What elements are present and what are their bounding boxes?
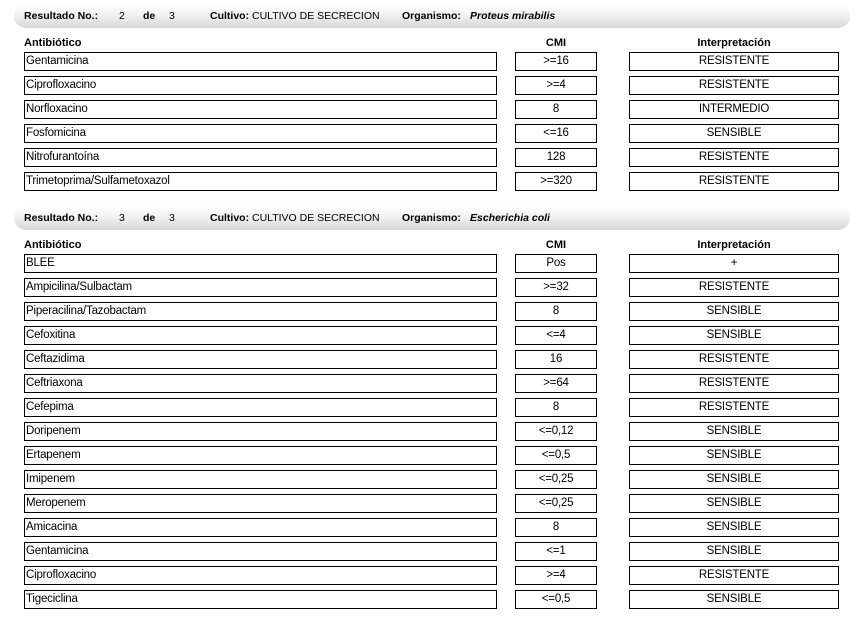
table-row <box>0 542 857 566</box>
cmi-cell: 16 <box>515 350 597 369</box>
antibiotico-cell: Norfloxacino <box>24 100 497 119</box>
interpretacion-cell: RESISTENTE <box>629 374 839 393</box>
antibiotico-header: Antibiótico <box>24 239 82 251</box>
antibiotico-cell: Ceftriaxona <box>24 374 497 393</box>
de-label: de <box>143 10 156 22</box>
cmi-cell: <=4 <box>515 326 597 345</box>
antibiotico-cell: Gentamicina <box>24 542 497 561</box>
interpretacion-header: Interpretación <box>697 239 771 251</box>
result-section-3 <box>0 206 857 614</box>
organismo-label: Organismo: <box>402 10 461 22</box>
results-table <box>0 52 857 196</box>
cmi-cell: 8 <box>515 518 597 537</box>
results-table <box>0 254 857 614</box>
table-row <box>0 302 857 326</box>
cmi-header: CMI <box>545 37 567 49</box>
antibiotico-cell: Ceftazidima <box>24 350 497 369</box>
cmi-cell: >=16 <box>515 52 597 71</box>
interpretacion-cell: SENSIBLE <box>629 326 839 345</box>
antibiotico-cell: Ertapenem <box>24 446 497 465</box>
table-row <box>0 446 857 470</box>
antibiotico-cell: BLEE <box>24 254 497 273</box>
cmi-cell: 8 <box>515 398 597 417</box>
cultivo-value: CULTIVO DE SECRECION <box>252 10 380 22</box>
antibiotico-cell: Tigeciclina <box>24 590 497 609</box>
interpretacion-cell: INTERMEDIO <box>629 100 839 119</box>
interpretacion-cell: SENSIBLE <box>629 124 839 143</box>
interpretacion-cell: RESISTENTE <box>629 148 839 167</box>
interpretacion-cell: SENSIBLE <box>629 518 839 537</box>
antibiotico-cell: Gentamicina <box>24 52 497 71</box>
antibiotico-cell: Meropenem <box>24 494 497 513</box>
table-row <box>0 254 857 278</box>
antibiotico-cell: Imipenem <box>24 470 497 489</box>
interpretacion-cell: RESISTENTE <box>629 76 839 95</box>
cmi-cell: >=4 <box>515 76 597 95</box>
organismo-value: Escherichia coli <box>470 212 550 224</box>
interpretacion-cell: SENSIBLE <box>629 494 839 513</box>
resultado-total: 3 <box>169 212 175 224</box>
interpretacion-cell: SENSIBLE <box>629 542 839 561</box>
table-row <box>0 422 857 446</box>
interpretacion-cell: RESISTENTE <box>629 172 839 191</box>
interpretacion-cell: RESISTENTE <box>629 566 839 585</box>
antibiotico-cell: Ciprofloxacino <box>24 566 497 585</box>
interpretacion-header: Interpretación <box>697 37 771 49</box>
table-row <box>0 350 857 374</box>
table-row <box>0 398 857 422</box>
cultivo-value: CULTIVO DE SECRECION <box>252 212 380 224</box>
interpretacion-cell: + <box>629 254 839 273</box>
antibiotico-cell: Doripenem <box>24 422 497 441</box>
table-row <box>0 494 857 518</box>
interpretacion-cell: SENSIBLE <box>629 446 839 465</box>
interpretacion-cell: SENSIBLE <box>629 590 839 609</box>
cmi-cell: >=320 <box>515 172 597 191</box>
resultado-label: Resultado No.: <box>24 212 99 224</box>
column-headers <box>0 239 857 254</box>
cmi-cell: <=0,25 <box>515 494 597 513</box>
antibiotico-cell: Fosfomicina <box>24 124 497 143</box>
result-header-bar <box>14 4 850 28</box>
cmi-cell: >=32 <box>515 278 597 297</box>
cmi-cell: 8 <box>515 100 597 119</box>
interpretacion-cell: RESISTENTE <box>629 398 839 417</box>
cmi-cell: <=16 <box>515 124 597 143</box>
table-row <box>0 590 857 614</box>
table-row <box>0 172 857 196</box>
cmi-cell: >=4 <box>515 566 597 585</box>
de-label: de <box>143 212 156 224</box>
cmi-cell: Pos <box>515 254 597 273</box>
table-row <box>0 278 857 302</box>
antibiotico-cell: Ampicilina/Sulbactam <box>24 278 497 297</box>
cmi-cell: <=0,5 <box>515 590 597 609</box>
antibiotico-cell: Trimetoprima/Sulfametoxazol <box>24 172 497 191</box>
table-row <box>0 374 857 398</box>
cmi-cell: <=0,5 <box>515 446 597 465</box>
cmi-cell: <=0,12 <box>515 422 597 441</box>
antibiotico-cell: Ciprofloxacino <box>24 76 497 95</box>
antibiotico-header: Antibiótico <box>24 37 82 49</box>
organismo-label: Organismo: <box>402 212 461 224</box>
cmi-cell: >=64 <box>515 374 597 393</box>
organismo-value: Proteus mirabilis <box>470 10 556 22</box>
cmi-cell: <=1 <box>515 542 597 561</box>
interpretacion-cell: SENSIBLE <box>629 302 839 321</box>
interpretacion-cell: RESISTENTE <box>629 350 839 369</box>
resultado-total: 3 <box>169 10 175 22</box>
table-row <box>0 326 857 350</box>
cultivo-label: Cultivo: <box>210 10 250 22</box>
cmi-cell: 8 <box>515 302 597 321</box>
cmi-cell: <=0,25 <box>515 470 597 489</box>
antibiotico-cell: Nitrofurantoína <box>24 148 497 167</box>
table-row <box>0 566 857 590</box>
antibiotico-cell: Cefepima <box>24 398 497 417</box>
antibiotico-cell: Cefoxitina <box>24 326 497 345</box>
cmi-header: CMI <box>545 239 567 251</box>
interpretacion-cell: SENSIBLE <box>629 422 839 441</box>
interpretacion-cell: RESISTENTE <box>629 278 839 297</box>
antibiotico-cell: Amicacina <box>24 518 497 537</box>
table-row <box>0 470 857 494</box>
table-row <box>0 148 857 172</box>
resultado-number: 3 <box>119 212 125 224</box>
table-row <box>0 76 857 100</box>
column-headers <box>0 37 857 52</box>
interpretacion-cell: RESISTENTE <box>629 52 839 71</box>
table-row <box>0 518 857 542</box>
interpretacion-cell: SENSIBLE <box>629 470 839 489</box>
table-row <box>0 124 857 148</box>
cultivo-label: Cultivo: <box>210 212 250 224</box>
antibiotico-cell: Piperacilina/Tazobactam <box>24 302 497 321</box>
resultado-label: Resultado No.: <box>24 10 99 22</box>
resultado-number: 2 <box>119 10 125 22</box>
table-row <box>0 52 857 76</box>
table-row <box>0 100 857 124</box>
cmi-cell: 128 <box>515 148 597 167</box>
result-header-bar <box>14 206 850 230</box>
result-section-2 <box>0 4 857 196</box>
